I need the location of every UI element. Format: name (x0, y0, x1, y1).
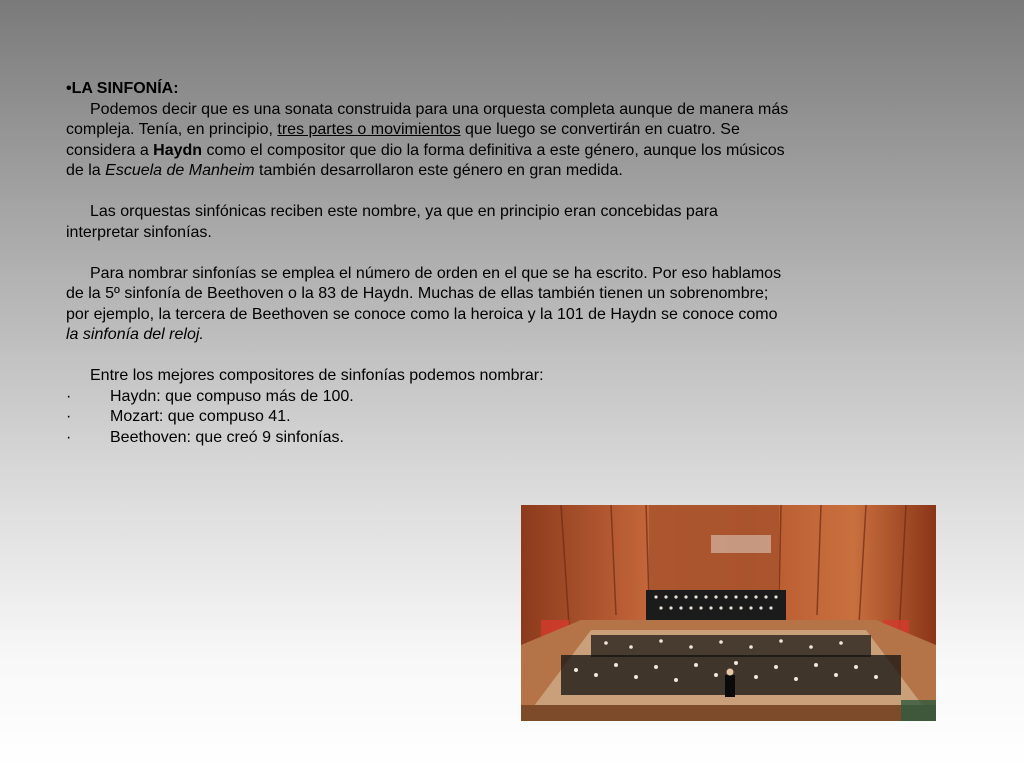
list-item: · Mozart: que compuso 41. (66, 408, 291, 425)
paragraph-definition: Podemos decir que es una sonata construida para una orquesta completa aunque de manera más compleja. Tenía, en principio, tres partes o movimientos que luego se convertirán en cuatro. Se considera a Haydn como el compositor que dio la forma definitiva a este género, aunque los músicos de la Escuela de Manheim también desarrollaron este género en gran medida. (66, 100, 789, 179)
bold-name: Haydn (153, 141, 203, 159)
italic-phrase: Escuela de Manheim (105, 162, 255, 179)
orchestra-photo (521, 505, 936, 721)
paragraph-composers-intro: Entre los mejores compositores de sinfonías podemos nombrar: (90, 367, 544, 384)
list-item: · Haydn: que compuso más de 100. (66, 387, 354, 405)
paragraph-naming: Para nombrar sinfonías se emplea el número de orden en el que se ha escrito. Por eso hablamos de la 5º sinfonía de Beethoven o la 83 de Haydn. Muchas de ellas también tienen un sobrenombre; por ejemplo, la tercera de Beethoven se conoce como la heroica y la 101 de Haydn se conoce como la sinfonía del reloj. (66, 264, 782, 343)
list-item: · Beethoven: que creó 9 sinfonías. (66, 428, 344, 446)
orchestra-hall-illustration (521, 505, 936, 721)
slide-text-body (66, 79, 791, 448)
italic-nickname: la sinfonía del reloj. (66, 326, 204, 343)
slide-heading: •LA SINFONÍA: (66, 80, 179, 97)
paragraph-orchestras: Las orquestas sinfónicas reciben este nombre, ya que en principio eran concebidas para interpretar sinfonías. (66, 203, 718, 241)
underlined-phrase: tres partes o movimientos (277, 121, 461, 138)
